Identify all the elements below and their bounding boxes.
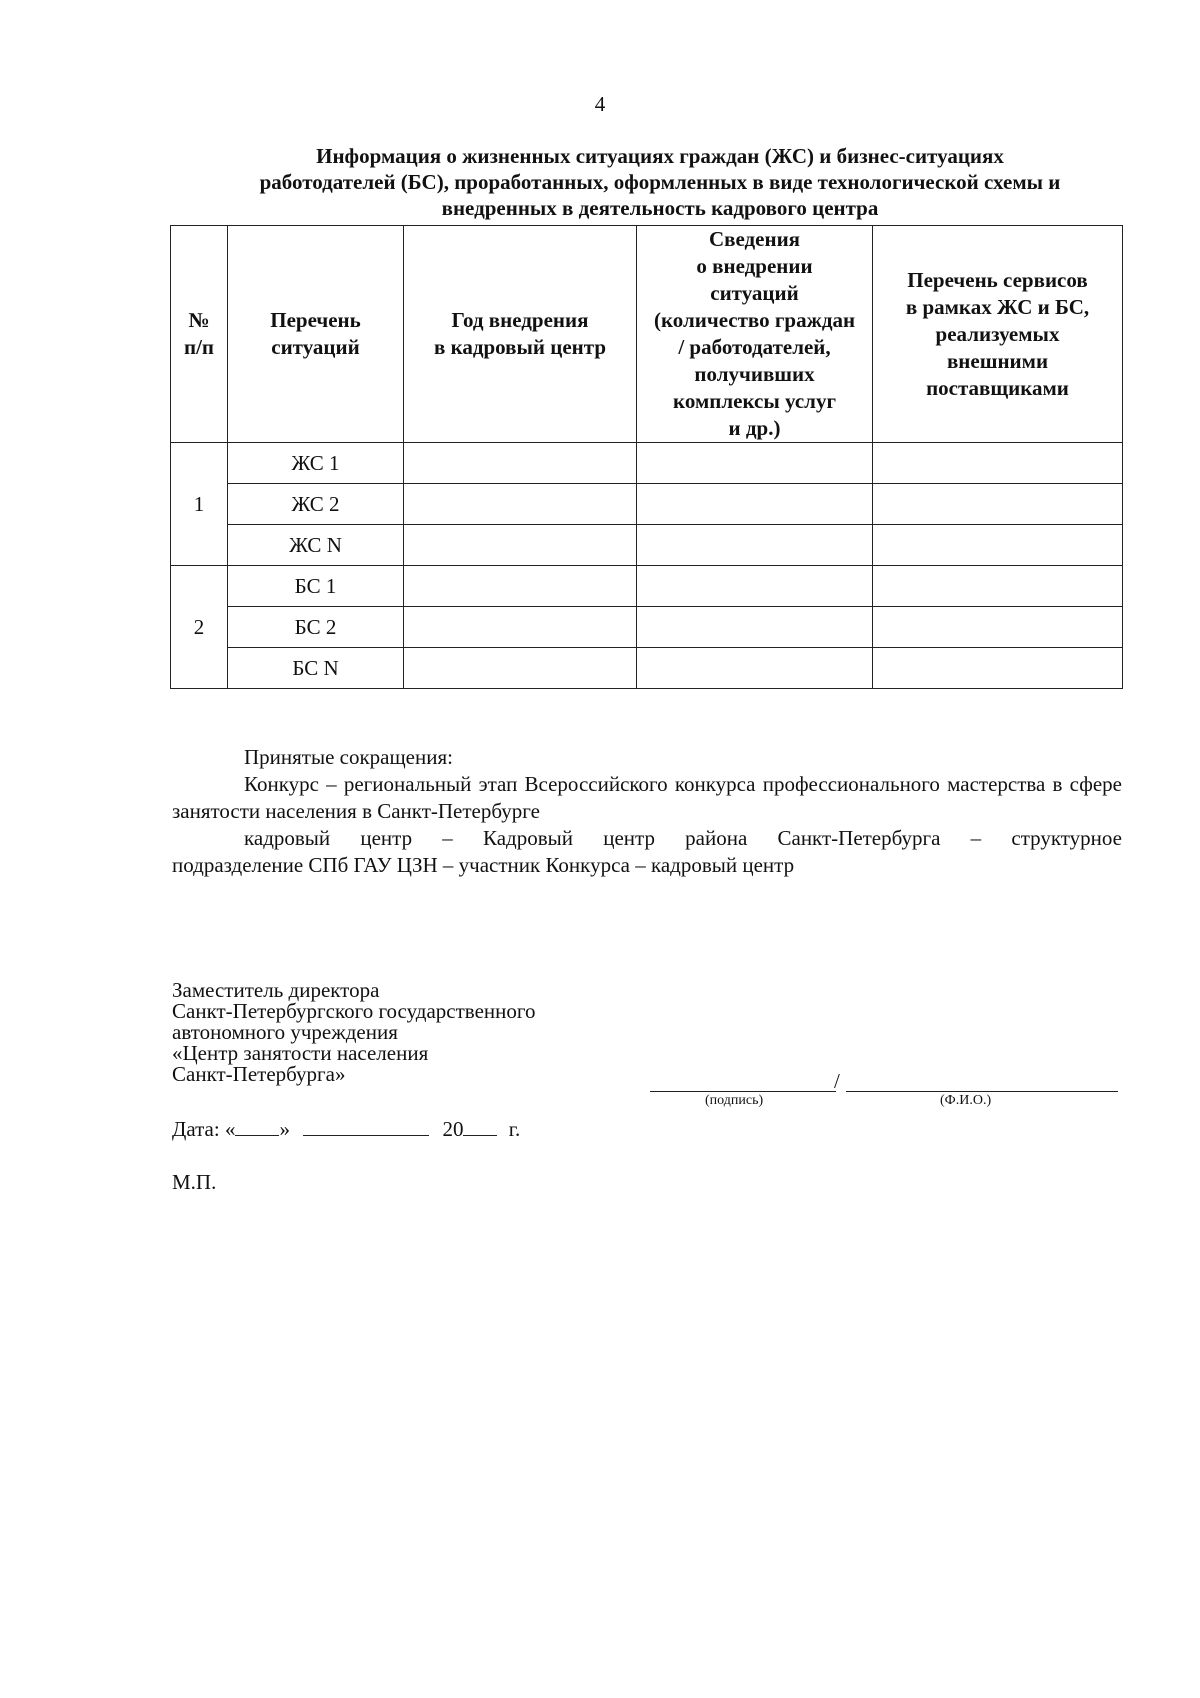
title-line-3: внедренных в деятельность кадрового центра [441, 196, 879, 220]
table-row [171, 648, 1123, 689]
full-name-caption: (Ф.И.О.) [940, 1093, 992, 1108]
table-row [171, 484, 1123, 525]
header-implementation-info: Сведения о внедрении ситуаций (количество граждан / работодателей, получивших комплексы услуг и др.) [637, 226, 873, 443]
signature-blank[interactable] [650, 1091, 836, 1092]
year-cell[interactable] [404, 648, 637, 689]
abbreviation-contest: Конкурс – региональный этап Всероссийского конкурса профессионального мастерства в сфере занятости населения в Санкт-Петербурге [172, 772, 1122, 823]
info-cell[interactable] [637, 607, 873, 648]
situation-name: ЖС 2 [228, 484, 404, 525]
year-cell[interactable] [404, 484, 637, 525]
title-line-1: Информация о жизненных ситуациях граждан (ЖС) и бизнес-ситуациях [316, 144, 1004, 168]
table-row [171, 607, 1123, 648]
abbreviations-heading: Принятые сокращения: [244, 745, 453, 769]
title-line-2: работодателей (БС), проработанных, оформленных в виде технологической схемы и [259, 170, 1061, 194]
group-number: 2 [171, 566, 228, 689]
date-century: 20 [442, 1117, 464, 1141]
signer-line-3: автономного учреждения [172, 1020, 398, 1044]
date-label: Дата: « [172, 1117, 236, 1141]
year-cell[interactable] [404, 607, 637, 648]
situation-name: ЖС N [228, 525, 404, 566]
services-cell[interactable] [873, 566, 1123, 607]
info-cell[interactable] [637, 648, 873, 689]
group-number: 1 [171, 443, 228, 566]
stamp-placeholder: М.П. [172, 1170, 217, 1194]
year-cell[interactable] [404, 525, 637, 566]
date-year-suffix: г. [508, 1117, 521, 1141]
situation-name: ЖС 1 [228, 443, 404, 484]
situation-name: БС 1 [228, 566, 404, 607]
signer-line-4: «Центр занятости населения [172, 1041, 429, 1065]
table-header-row [171, 226, 1123, 443]
services-cell[interactable] [873, 525, 1123, 566]
month-blank[interactable] [303, 1117, 429, 1136]
date-close-quote: » [279, 1117, 290, 1141]
signer-line-1: Заместитель директора [172, 978, 380, 1002]
abbreviations-section [172, 744, 1122, 879]
signer-line-5: Санкт-Петербурга» [172, 1062, 346, 1086]
signature-caption: (подпись) [705, 1093, 764, 1108]
info-cell[interactable] [637, 525, 873, 566]
signer-line-2: Санкт-Петербургского государственного [172, 999, 536, 1023]
info-cell[interactable] [637, 484, 873, 525]
services-cell[interactable] [873, 443, 1123, 484]
situation-name: БС N [228, 648, 404, 689]
year-cell[interactable] [404, 443, 637, 484]
signature-separator: / [834, 1069, 840, 1093]
header-services: Перечень сервисов в рамках ЖС и БС, реализуемых внешними поставщиками [873, 226, 1123, 443]
signer-block [172, 980, 732, 1085]
table-row [171, 525, 1123, 566]
day-blank[interactable] [235, 1117, 279, 1136]
document-title [180, 143, 1140, 221]
services-cell[interactable] [873, 607, 1123, 648]
services-cell[interactable] [873, 484, 1123, 525]
year-cell[interactable] [404, 566, 637, 607]
table-row [171, 566, 1123, 607]
abbreviation-hr-center-line-2: подразделение СПб ГАУ ЦЗН – участник Конкурса – кадровый центр [172, 853, 795, 877]
date-field [172, 1117, 520, 1142]
info-cell[interactable] [637, 566, 873, 607]
situation-name: БС 2 [228, 607, 404, 648]
services-cell[interactable] [873, 648, 1123, 689]
info-cell[interactable] [637, 443, 873, 484]
situations-table [170, 225, 1123, 689]
table-row [171, 443, 1123, 484]
header-num: № п/п [171, 226, 228, 443]
signature-field [650, 1069, 1120, 1093]
header-situations-list: Перечень ситуаций [228, 226, 404, 443]
year-blank[interactable] [463, 1117, 497, 1136]
abbreviation-hr-center-line-1: кадровый центр – Кадровый центр района Санкт-Петербурга – структурное [244, 826, 1122, 850]
header-year: Год внедрения в кадровый центр [404, 226, 637, 443]
page-number: 4 [594, 92, 606, 116]
full-name-blank[interactable] [846, 1091, 1118, 1092]
